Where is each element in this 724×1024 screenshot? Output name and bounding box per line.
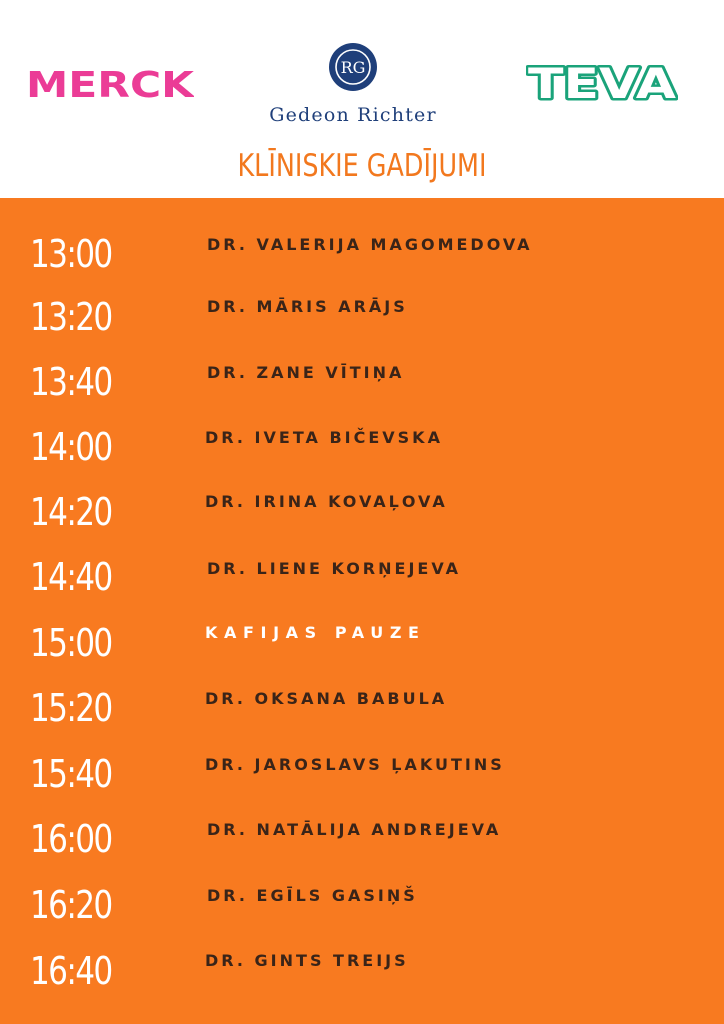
gedeon-monogram-text: RG	[340, 58, 366, 77]
speaker-name: DR. VALERIJA MAGOMEDOVA	[207, 235, 533, 254]
coffee-break-label: KAFIJAS PAUZE	[205, 623, 426, 642]
time-slot: 16:20	[30, 883, 112, 927]
schedule-row	[0, 817, 724, 877]
gedeon-richter-name: Gedeon Richter	[269, 104, 437, 126]
schedule-row	[0, 621, 724, 681]
speaker-name: DR. JAROSLAVS ĻAKUTINS	[205, 755, 505, 774]
time-slot: 16:40	[30, 949, 112, 993]
speaker-name: DR. LIENE KORŅEJEVA	[207, 559, 461, 578]
sponsor-header	[0, 0, 724, 198]
schedule-row	[0, 752, 724, 812]
speaker-name: DR. MĀRIS ARĀJS	[207, 297, 408, 316]
merck-logo	[26, 64, 194, 104]
time-slot: 15:40	[30, 752, 112, 796]
schedule-row	[0, 490, 724, 550]
schedule-row	[0, 232, 724, 292]
gedeon-richter-emblem-icon	[328, 42, 378, 92]
speaker-name: DR. EGĪLS GASIŅŠ	[207, 886, 418, 905]
schedule-row	[0, 949, 724, 1009]
section-title: KLĪNISKIE GADĪJUMI	[237, 148, 487, 184]
teva-logo-text: TEVA	[528, 60, 677, 104]
teva-wordmark-icon	[526, 60, 678, 104]
schedule-row	[0, 360, 724, 420]
time-slot: 15:20	[30, 686, 112, 730]
time-slot: 13:40	[30, 360, 112, 404]
gedeon-richter-logo	[248, 40, 458, 132]
merck-wordmark-icon	[26, 64, 194, 104]
time-slot: 14:00	[30, 425, 112, 469]
time-slot: 14:20	[30, 490, 112, 534]
speaker-name: DR. GINTS TREIJS	[205, 951, 409, 970]
time-slot: 16:00	[30, 817, 112, 861]
schedule-panel	[0, 198, 724, 1024]
schedule-row	[0, 555, 724, 615]
time-slot: 15:00	[30, 621, 112, 665]
teva-logo	[526, 60, 678, 104]
time-slot: 14:40	[30, 555, 112, 599]
schedule-row	[0, 883, 724, 943]
time-slot: 13:00	[30, 232, 112, 276]
speaker-name: DR. IRINA KOVAĻOVA	[205, 492, 448, 511]
speaker-name: DR. ZANE VĪTIŅA	[207, 363, 405, 382]
speaker-name: DR. NATĀLIJA ANDREJEVA	[207, 820, 502, 839]
schedule-row	[0, 295, 724, 355]
speaker-name: DR. OKSANA BABULA	[205, 689, 448, 708]
speaker-name: DR. IVETA BIČEVSKA	[205, 428, 443, 447]
schedule-row	[0, 425, 724, 485]
schedule-row	[0, 686, 724, 746]
time-slot: 13:20	[30, 295, 112, 339]
merck-logo-text: MERCK	[26, 65, 194, 104]
